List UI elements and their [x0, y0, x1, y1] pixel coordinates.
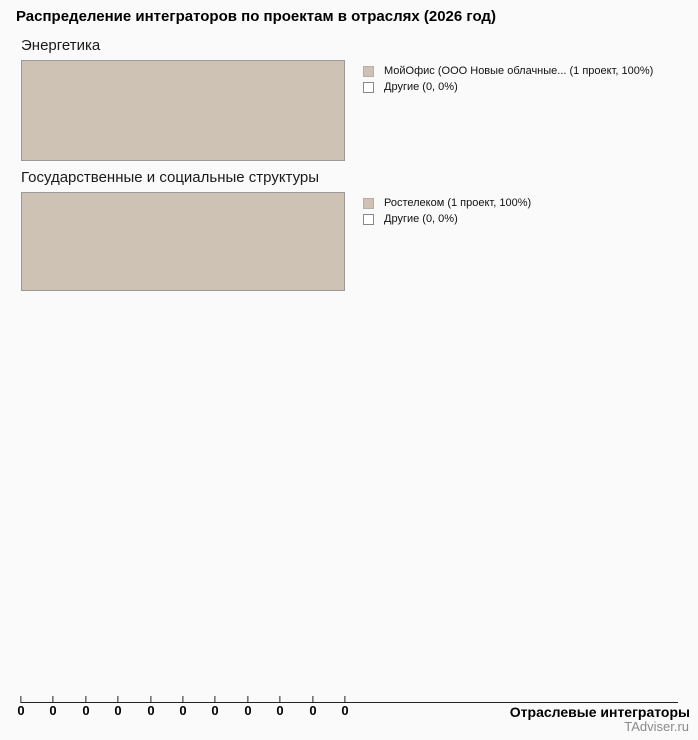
x-axis-tick — [114, 696, 121, 717]
tick-mark — [150, 696, 151, 703]
legend-swatch-empty-icon — [363, 214, 374, 225]
tadviser-watermark: TAdviser.ru — [624, 719, 689, 734]
tick-mark — [247, 696, 248, 703]
tick-mark — [344, 696, 345, 703]
legend-label: МойОфис (ООО Новые облачные... (1 проект, 100%) — [384, 65, 654, 77]
tick-label: 0 — [147, 703, 155, 718]
legend-label: Другие (0, 0%) — [384, 81, 458, 93]
industry-title-energy: Энергетика — [21, 37, 101, 54]
x-axis-tick — [309, 696, 316, 717]
tick-label: 0 — [309, 703, 317, 718]
tick-label: 0 — [341, 703, 349, 718]
chart-title: Распределение интеграторов по проектам в отраслях (2026 год) — [16, 8, 496, 25]
x-axis-tick — [17, 696, 24, 717]
legend-label: Другие (0, 0%) — [384, 213, 458, 225]
legend-swatch-filled-icon — [363, 198, 374, 209]
energy-bar-moyoffice — [21, 60, 345, 161]
industry-title-government: Государственные и социальные структуры — [21, 169, 320, 186]
tick-mark — [52, 696, 53, 703]
legend-item-others — [363, 81, 653, 93]
x-axis-tick — [276, 696, 283, 717]
tick-label: 0 — [276, 703, 284, 718]
legend-item-moyoffice — [363, 65, 653, 77]
x-axis-tick — [179, 696, 186, 717]
tick-mark — [182, 696, 183, 703]
x-axis-tick — [341, 696, 348, 717]
x-axis-title: Отраслевые интеграторы — [509, 704, 690, 720]
tick-mark — [214, 696, 215, 703]
x-axis-tick — [147, 696, 154, 717]
tick-label: 0 — [211, 703, 219, 718]
x-axis-tick — [211, 696, 218, 717]
legend-label: Ростелеком (1 проект, 100%) — [384, 197, 532, 209]
tick-label: 0 — [17, 703, 25, 718]
legend-government — [363, 197, 531, 225]
tick-mark — [117, 696, 118, 703]
tick-mark — [312, 696, 313, 703]
legend-swatch-empty-icon — [363, 82, 374, 93]
legend-swatch-filled-icon — [363, 66, 374, 77]
tick-label: 0 — [244, 703, 252, 718]
legend-item-rostelecom — [363, 197, 531, 209]
x-axis-tick — [244, 696, 251, 717]
tick-label: 0 — [49, 703, 57, 718]
tick-label: 0 — [114, 703, 122, 718]
tick-mark — [85, 696, 86, 703]
tick-mark — [279, 696, 280, 703]
legend-energy — [363, 65, 653, 93]
tick-label: 0 — [179, 703, 187, 718]
tick-label: 0 — [82, 703, 90, 718]
legend-item-others — [363, 213, 531, 225]
x-axis-tick — [49, 696, 56, 717]
government-bar-rostelecom — [21, 192, 345, 291]
x-axis-tick — [82, 696, 89, 717]
tick-mark — [20, 696, 21, 703]
